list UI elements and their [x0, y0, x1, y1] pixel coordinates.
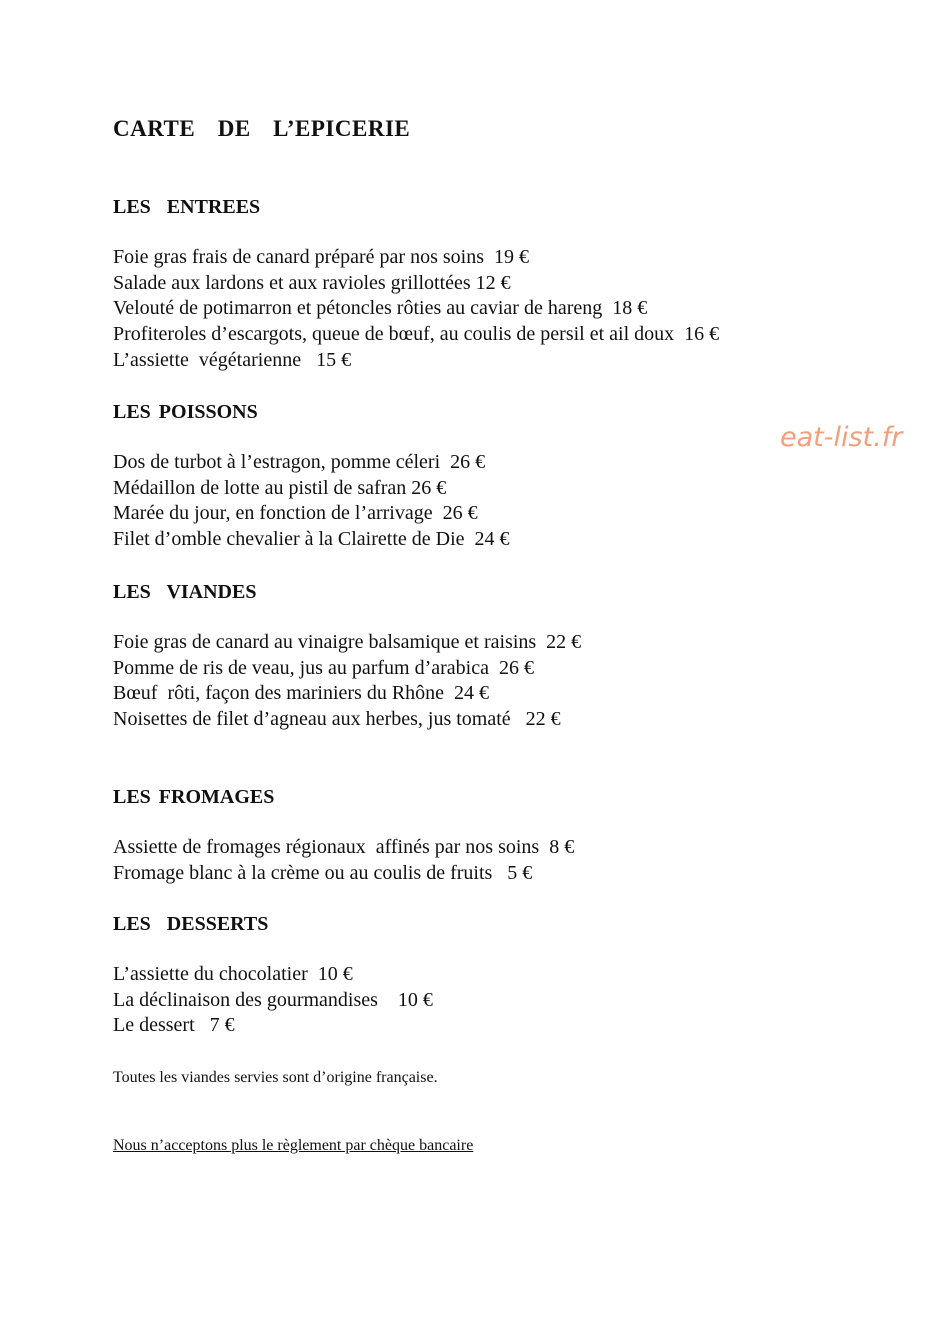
- item-list: [113, 630, 581, 733]
- section-heading: LES VIANDES: [113, 581, 257, 603]
- section-entrees: [113, 194, 719, 374]
- section-desserts: [113, 911, 433, 1039]
- section-heading: LES FROMAGES: [113, 786, 275, 808]
- menu-item: Fromage blanc à la crème ou au coulis de fruits 5 €: [113, 861, 533, 884]
- section-poissons: [113, 399, 510, 553]
- menu-item: Profiteroles d’escargots, queue de bœuf, au coulis de persil et ail doux 16 €: [113, 323, 720, 346]
- menu-item: L’assiette du chocolatier 10 €: [113, 963, 353, 985]
- section-viandes: [113, 579, 581, 733]
- item-list: [113, 245, 719, 374]
- menu-item: Noisettes de filet d’agneau aux herbes, jus tomaté 22 €: [113, 708, 561, 731]
- watermark-logo: eat-list.fr: [780, 422, 903, 453]
- payment-note: Nous n’acceptons plus le règlement par chèque bancaire: [113, 1137, 474, 1154]
- section-heading: LES POISSONS: [113, 401, 258, 423]
- section-heading: LES ENTREES: [113, 196, 261, 218]
- menu-item: Foie gras de canard au vinaigre balsamique et raisins 22 €: [113, 631, 582, 653]
- meat-origin-note: Toutes les viandes servies sont d’origine française.: [113, 1069, 438, 1086]
- menu-item: Marée du jour, en fonction de l’arrivage 26 €: [113, 502, 478, 525]
- section-fromages: [113, 784, 574, 886]
- menu-item: Filet d’omble chevalier à la Clairette de Die 24 €: [113, 528, 510, 551]
- menu-item: Dos de turbot à l’estragon, pomme céleri 26 €: [113, 451, 486, 473]
- menu-item: L’assiette végétarienne 15 €: [113, 348, 352, 371]
- menu-title: CARTE DE L’EPICERIE: [113, 116, 411, 141]
- menu-item: Médaillon de lotte au pistil de safran 26 €: [113, 476, 447, 499]
- item-list: [113, 835, 574, 886]
- item-list: [113, 450, 510, 553]
- item-list: [113, 962, 433, 1039]
- menu-item: Foie gras frais de canard préparé par nos soins 19 €: [113, 246, 529, 268]
- menu-item: Pomme de ris de veau, jus au parfum d’arabica 26 €: [113, 656, 534, 679]
- menu-item: Assiette de fromages régionaux affinés par nos soins 8 €: [113, 836, 575, 858]
- menu-item: Velouté de potimarron et pétoncles rôties au caviar de hareng 18 €: [113, 297, 648, 320]
- menu-item: Salade aux lardons et aux ravioles grillottées 12 €: [113, 271, 511, 294]
- menu-item: Bœuf rôti, façon des mariniers du Rhône 24 €: [113, 682, 490, 705]
- menu-item: La déclinaison des gourmandises 10 €: [113, 988, 433, 1011]
- section-heading: LES DESSERTS: [113, 913, 269, 935]
- menu-item: Le dessert 7 €: [113, 1014, 235, 1037]
